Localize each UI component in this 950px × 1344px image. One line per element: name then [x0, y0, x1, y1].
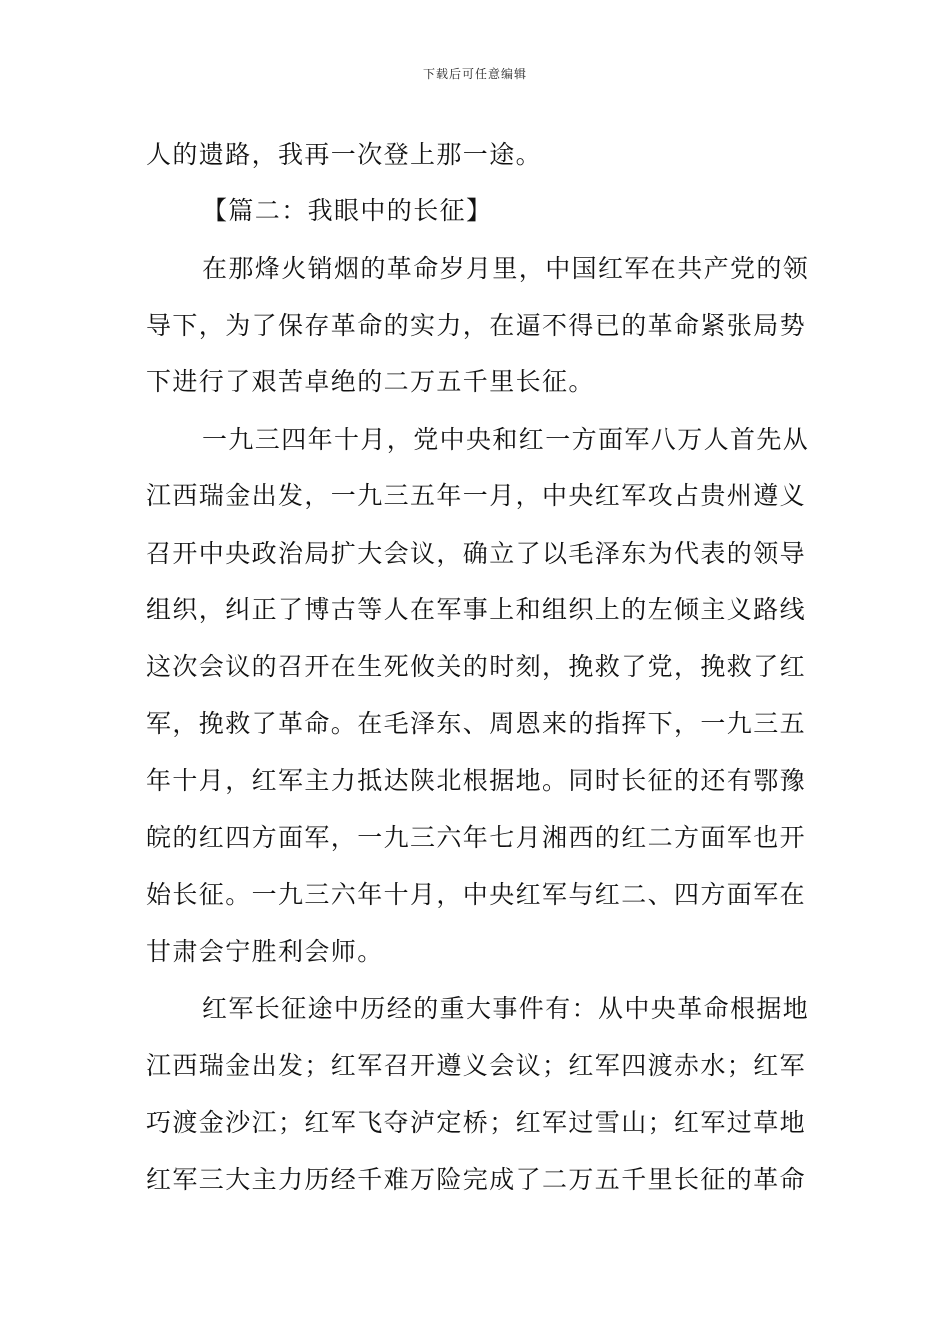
paragraph-line: 江西瑞金出发，一九三五年一月，中央红军攻占贵州遵义 [146, 481, 807, 510]
paragraph-line: 红军长征途中历经的重大事件有：从中央革命根据地 [202, 994, 810, 1023]
paragraph-line: 皖的红四方面军，一九三六年七月湘西的红二方面军也开 [146, 823, 807, 852]
page-header: 下载后可任意编辑 [422, 67, 527, 81]
section-title: 【篇二：我眼中的长征】 [202, 196, 493, 225]
paragraph-line: 年十月，红军主力抵达陕北根据地。同时长征的还有鄂豫 [146, 766, 807, 795]
paragraph-line: 红军三大主力历经千难万险完成了二万五千里长征的革命 [146, 1165, 807, 1194]
paragraph-line: 江西瑞金出发；红军召开遵义会议；红军四渡赤水；红军 [146, 1051, 807, 1080]
paragraph-line: 这次会议的召开在生死攸关的时刻，挽救了党，挽救了红 [146, 652, 807, 681]
paragraph-line: 始长征。一九三六年十月，中央红军与红二、四方面军在 [146, 880, 807, 909]
paragraph-line: 巧渡金沙江；红军飞夺泸定桥；红军过雪山；红军过草地 [146, 1108, 807, 1137]
paragraph-line: 军，挽救了革命。在毛泽东、周恩来的指挥下，一九三五 [146, 709, 807, 738]
paragraph-line: 甘肃会宁胜利会师。 [146, 937, 384, 966]
paragraph-line: 组织，纠正了博古等人在军事上和组织上的左倾主义路线 [146, 595, 807, 624]
paragraph-line: 导下，为了保存革命的实力，在逼不得已的革命紧张局势 [146, 311, 807, 340]
paragraph-line: 一九三四年十月，党中央和红一方面军八万人首先从 [202, 425, 810, 454]
paragraph-line: 在那烽火销烟的革命岁月里，中国红军在共产党的领 [202, 254, 810, 283]
text-line: 人的遗路，我再一次登上那一途。 [146, 140, 543, 169]
paragraph-line: 下进行了艰苦卓绝的二万五千里长征。 [146, 367, 595, 396]
paragraph-line: 召开中央政治局扩大会议，确立了以毛泽东为代表的领导 [146, 539, 807, 568]
